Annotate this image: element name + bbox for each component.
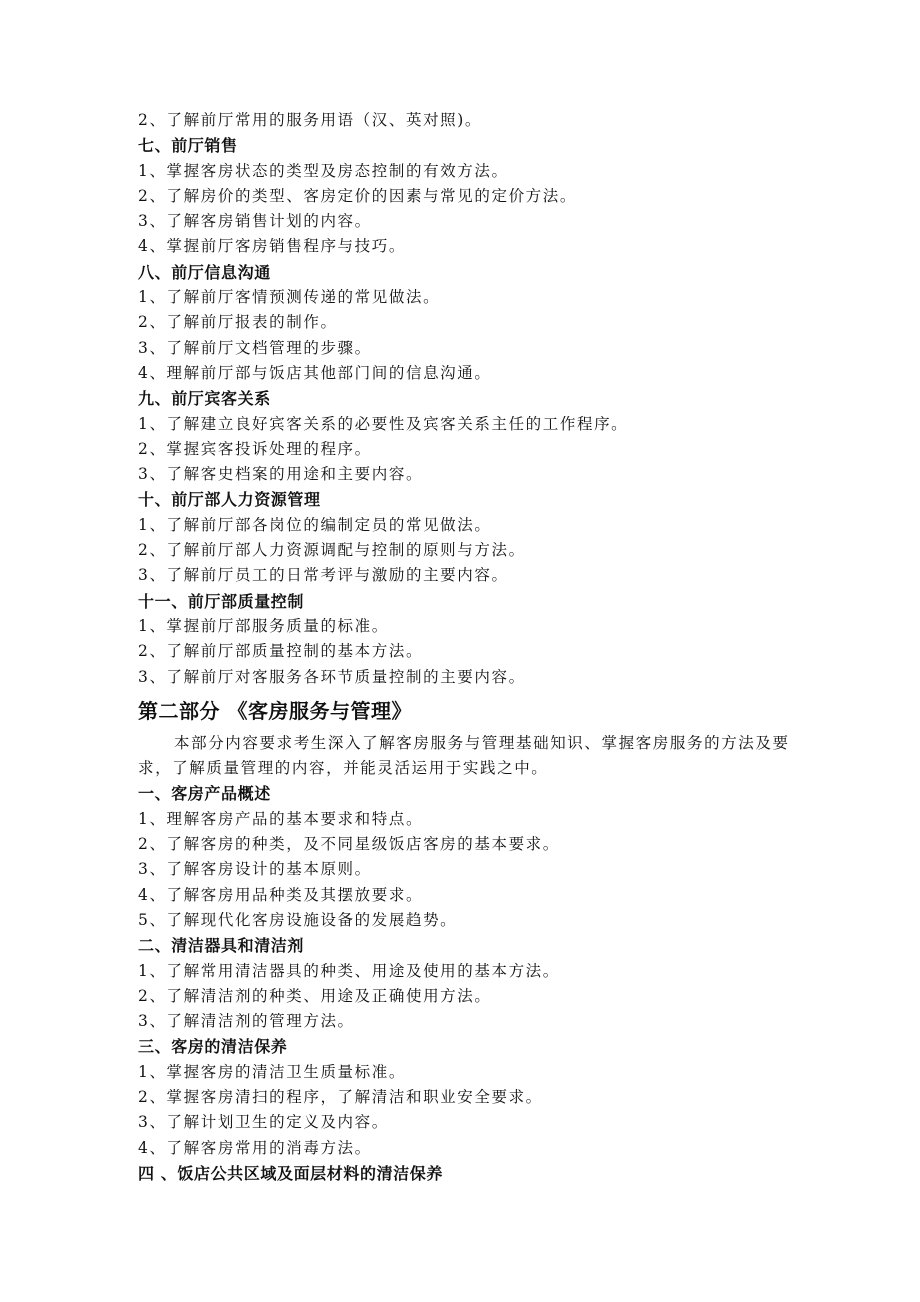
document-page bbox=[138, 108, 798, 1186]
list-item: 3、了解客房设计的基本原则。 bbox=[138, 860, 372, 879]
section-heading: 九、前厅宾客关系 bbox=[138, 389, 271, 409]
list-item: 1、了解建立良好宾客关系的必要性及宾客关系主任的工作程序。 bbox=[138, 414, 629, 433]
list-item: 2、掌握客房清扫的程序，了解清洁和职业安全要求。 bbox=[138, 1087, 543, 1106]
list-item: 1、了解前厅客情预测传递的常见做法。 bbox=[138, 288, 441, 307]
list-item: 2、了解前厅报表的制作。 bbox=[138, 313, 338, 332]
section-heading: 十一、前厅部质量控制 bbox=[138, 591, 305, 611]
list-item: 1、了解常用清洁器具的种类、用途及使用的基本方法。 bbox=[138, 961, 560, 980]
list-item: 1、掌握客房状态的类型及房态控制的有效方法。 bbox=[138, 161, 509, 180]
list-item: 2、了解清洁剂的种类、用途及正确使用方法。 bbox=[138, 986, 492, 1005]
section-heading: 三、客房的清洁保养 bbox=[138, 1037, 288, 1057]
list-item: 1、掌握前厅部服务质量的标准。 bbox=[138, 616, 389, 635]
intro-paragraph: 本部分内容要求考生深入了解客房服务与管理基础知识、掌握客房服务的方法及要求，了解质量管理的内容，并能灵活运用于实践之中。 bbox=[138, 733, 790, 778]
list-item: 3、了解客房销售计划的内容。 bbox=[138, 212, 372, 231]
section-heading: 二、清洁器具和清洁剂 bbox=[138, 936, 305, 956]
part-title: 第二部分 《客房服务与管理》 bbox=[138, 698, 412, 723]
list-item: 4、理解前厅部与饭店其他部门间的信息沟通。 bbox=[138, 363, 492, 382]
list-item: 1、掌握客房的清洁卫生质量标准。 bbox=[138, 1062, 406, 1081]
section-heading: 十、前厅部人力资源管理 bbox=[138, 490, 321, 510]
list-item: 2、了解房价的类型、客房定价的因素与常见的定价方法。 bbox=[138, 186, 577, 205]
section-heading: 一、客房产品概述 bbox=[138, 784, 271, 804]
list-item: 3、了解前厅对客服务各环节质量控制的主要内容。 bbox=[138, 667, 526, 686]
list-item: 3、了解计划卫生的定义及内容。 bbox=[138, 1113, 389, 1132]
list-item: 2、了解客房的种类，及不同星级饭店客房的基本要求。 bbox=[138, 835, 560, 854]
section-heading: 七、前厅销售 bbox=[138, 136, 238, 156]
list-item: 2、了解前厅部质量控制的基本方法。 bbox=[138, 642, 424, 661]
list-item: 2、了解前厅常用的服务用语（汉、英对照)。 bbox=[138, 111, 483, 129]
list-item: 3、了解前厅员工的日常考评与激励的主要内容。 bbox=[138, 566, 509, 585]
list-item: 4、了解客房用品种类及其摆放要求。 bbox=[138, 885, 424, 904]
list-item: 4、掌握前厅客房销售程序与技巧。 bbox=[138, 237, 406, 256]
list-item: 1、了解前厅部各岗位的编制定员的常见做法。 bbox=[138, 515, 492, 534]
section-heading: 四 、饭店公共区域及面层材料的清洁保养 bbox=[138, 1163, 443, 1183]
section-heading: 八、前厅信息沟通 bbox=[138, 262, 271, 282]
list-item: 3、了解前厅文档管理的步骤。 bbox=[138, 338, 372, 357]
list-item: 4、了解客房常用的消毒方法。 bbox=[138, 1138, 372, 1157]
list-item: 5、了解现代化客房设施设备的发展趋势。 bbox=[138, 910, 458, 929]
list-item: 1、理解客房产品的基本要求和特点。 bbox=[138, 809, 424, 828]
list-item: 2、掌握宾客投诉处理的程序。 bbox=[138, 439, 372, 458]
list-item: 3、了解清洁剂的管理方法。 bbox=[138, 1012, 355, 1031]
list-item: 3、了解客史档案的用途和主要内容。 bbox=[138, 465, 424, 484]
list-item: 2、了解前厅部人力资源调配与控制的原则与方法。 bbox=[138, 541, 526, 560]
